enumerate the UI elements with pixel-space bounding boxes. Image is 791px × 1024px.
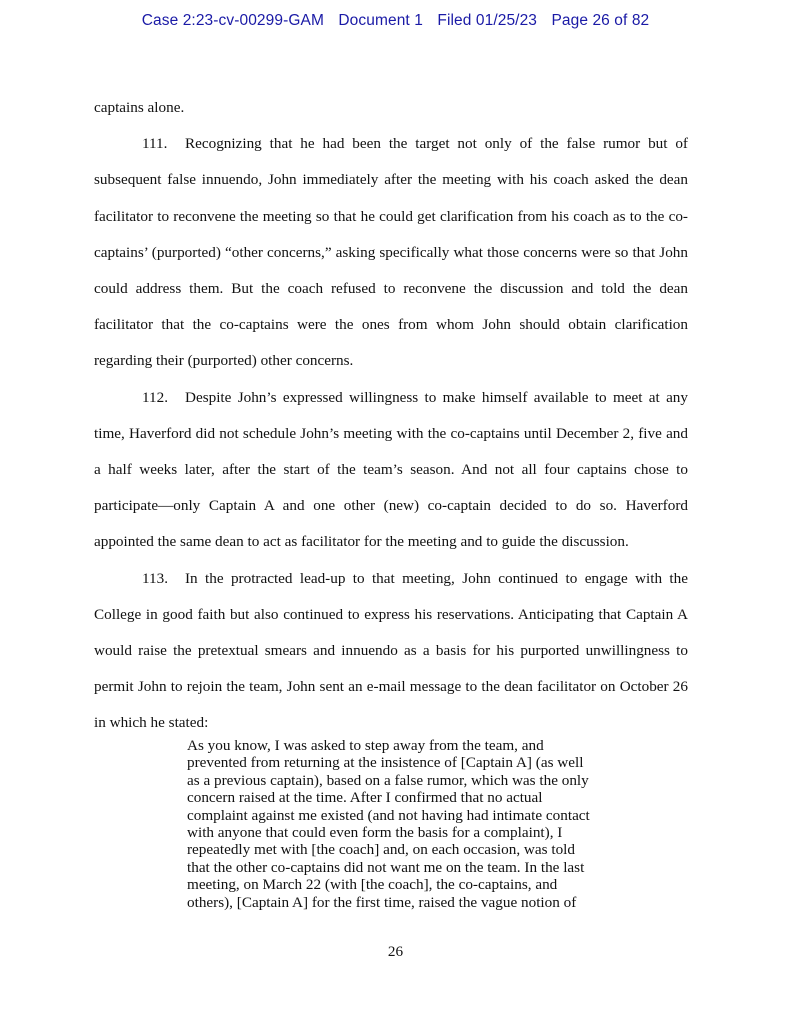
paragraph-111 bbox=[94, 126, 688, 379]
paragraph-text: In the protracted lead-up to that meeting, John continued to engage with the College in good faith but also continued to express his reservations. Anticipating that Captain A would raise the pretextual smears and innuendo as a basis for his purported unwillingness to permit John to rejoin the team, John sent an e-mail message to the dean facilitator on October 26 in which he stated: bbox=[94, 569, 688, 732]
continuation-text: captains alone. bbox=[94, 99, 185, 116]
paragraph-112 bbox=[94, 380, 688, 561]
page-indicator: Page 26 of 82 bbox=[551, 12, 650, 29]
page-number: 26 bbox=[387, 943, 404, 960]
paragraph-number: 112. bbox=[142, 388, 169, 406]
filed-date: Filed 01/25/23 bbox=[437, 12, 538, 29]
paragraph-number: 113. bbox=[142, 569, 169, 587]
paragraph-113 bbox=[94, 561, 688, 742]
court-filing-header bbox=[0, 12, 791, 30]
paragraph-text: Recognizing that he had been the target not only of the false rumor but of subsequent false innuendo, John immediately after the meeting with his coach asked the dean facilitator to reconvene the meeting so that he could get clarification from his coach as to the co-captains’ (purported) “other concerns,” asking specifically what those concerns were so that John could address them. But the coach refused to reconvene the discussion and told the dean facilitator that the co-captains were the ones from whom John should obtain clarification regarding their (purported) other concerns. bbox=[94, 135, 688, 370]
paragraph-text: Despite John’s expressed willingness to make himself available to meet at any time, Haverford did not schedule John’s meeting with the co-captains until December 2, five and a half weeks later, after the start of the team’s season. And not all four captains chose to participate—only Captain A and one other (new) co-captain decided to do so. Haverford appointed the same dean to act as facilitator for the meeting and to guide the discussion. bbox=[94, 388, 688, 551]
case-number: Case 2:23-cv-00299-GAM bbox=[141, 12, 324, 29]
document-body bbox=[94, 90, 688, 742]
paragraph-number: 111. bbox=[142, 135, 168, 153]
document-number: Document 1 bbox=[338, 12, 423, 29]
block-quote: As you know, I was asked to step away from the team, and prevented from returning at the insistence of [Captain A] (as well as a previous captain), based on a false rumor, which was the only concern raised at the time. After I confirmed that no actual complaint against me existed (and not having had intimate contact with anyone that could even form the basis for a complaint), I repeatedly met with [the coach] and, on each occasion, was told that the other co-captains did not want me on the team. In the last meeting, on March 22 (with [the coach], the co-captains, and others), [Captain A] for the first time, raised the vague notion of bbox=[187, 737, 590, 911]
